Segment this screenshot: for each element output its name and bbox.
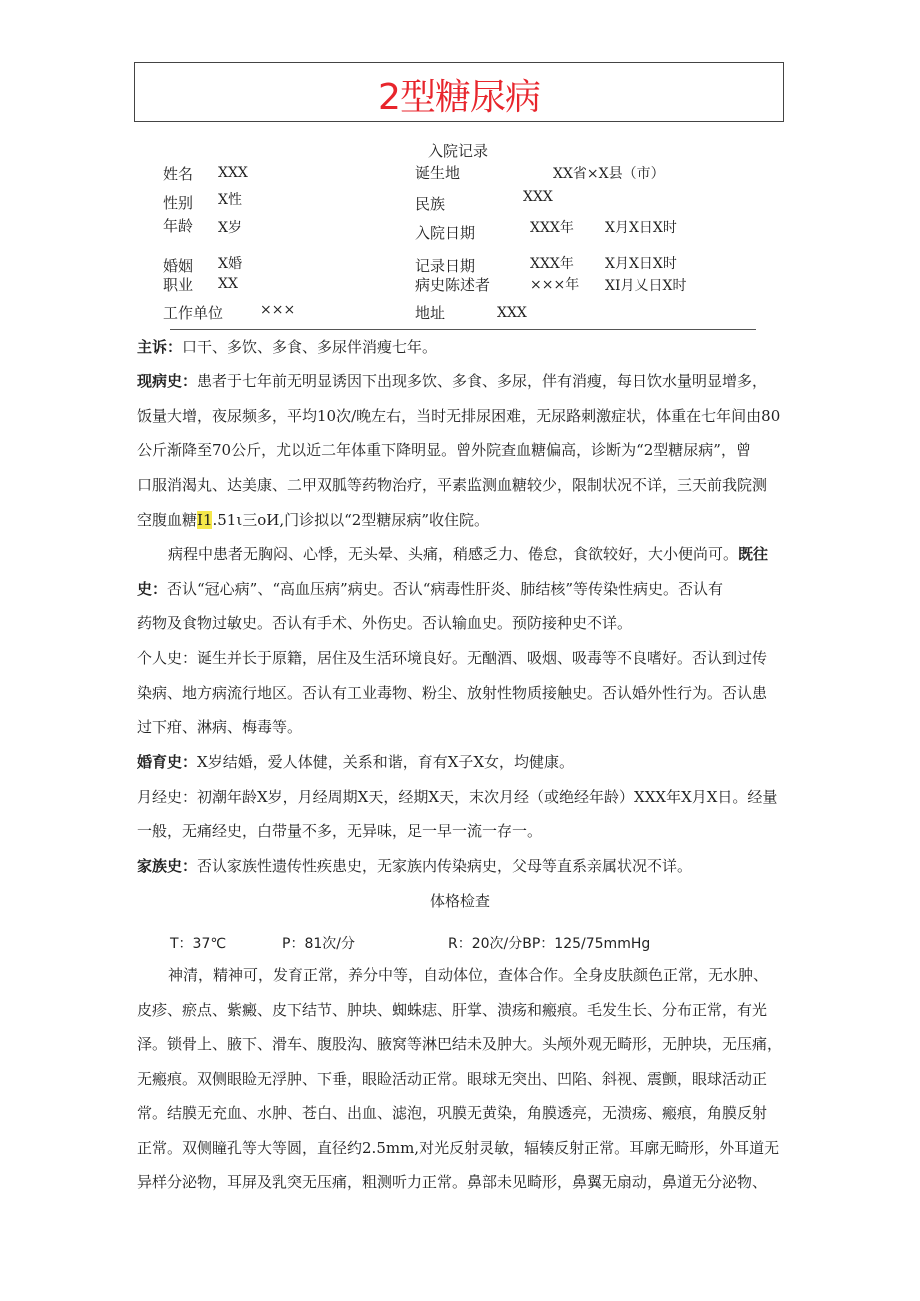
present-text-5b: .51ι三oИ,门诊拟以“2型糖尿病”收住院。 bbox=[212, 511, 489, 529]
exam-temperature: T：37℃ bbox=[170, 936, 227, 952]
record-date-label: 记录日期 bbox=[415, 257, 476, 275]
menses-line-2: 一般，无痛经史，白带量不多，无异味，足一早一流一存一。 bbox=[137, 822, 543, 840]
title-box bbox=[134, 62, 784, 122]
marital-label: 婚姻 bbox=[163, 257, 194, 275]
age-value: X岁 bbox=[218, 220, 242, 236]
personal-line-1: 个人史：诞生并长于原籍，居住及生活环境良好。无酗酒、吸烟、吸毒等不良嗜好。否认到过传 bbox=[137, 649, 768, 667]
document-title: 2型糖尿病 bbox=[378, 77, 540, 118]
present-line-3: 公斤渐降至70公斤，尤以近二年体重下降明显。曾外院查血糖偏高，诊断为“2型糖尿病”，曾 bbox=[137, 441, 751, 459]
birthplace-value: XX省×X县（市） bbox=[553, 166, 665, 182]
personal-line-3: 过下疳、淋病、梅毒等。 bbox=[137, 718, 303, 736]
menses-line-1: 月经史：初潮年龄X岁，月经周期X天，经期X天，末次月经（或绝经年龄）XXX年X月X日。经量 bbox=[137, 788, 778, 806]
present-text-1: 患者于七年前无明显诱因下出现多饮、多食、多尿，伴有消瘦，每日饮水量明显增多， bbox=[197, 372, 768, 390]
marital-value: X婚 bbox=[218, 256, 242, 272]
address-value: XXX bbox=[497, 305, 527, 321]
present-line-2: 饭量大增，夜尿频多，平均10次/晚左右，当时无排尿困难，无尿路刺激症状，体重在七年间由80 bbox=[137, 407, 781, 425]
narrator-rest: XI月乂日X时 bbox=[605, 278, 687, 294]
narrator-label: 病史陈述者 bbox=[415, 276, 491, 294]
exam-line-4: 无瘢痕。双侧眼睑无浮肿、下垂，眼睑活动正常。眼球无突出、凹陷、斜视、震颤，眼球活动正 bbox=[137, 1070, 768, 1088]
past-history-label-a: 既往 bbox=[738, 545, 769, 563]
marriage-label: 婚育史： bbox=[137, 753, 198, 771]
family-history bbox=[137, 854, 692, 878]
chief-text: 口干、多饮、多食、多尿伴消瘦七年。 bbox=[182, 338, 438, 356]
record-date-year: XXX年 bbox=[530, 256, 574, 272]
exam-pulse: P：81次/分 bbox=[282, 936, 355, 952]
name-value: XXX bbox=[218, 165, 248, 181]
exam-line-7: 异样分泌物，耳屏及乳突无压痛，粗测听力正常。鼻部未见畸形，鼻翼无扇动，鼻道无分泌物、 bbox=[137, 1173, 768, 1191]
past-text-1: 否认“冠心病”、“高血压病”病史。否认“病毒性肝炎、肺结核”等传染性病史。否认有 bbox=[167, 580, 724, 598]
nation-value: XXX bbox=[523, 189, 553, 205]
present-text-6: 病程中患者无胸闷、心悸，无头晕、头痛，稍感乏力、倦怠，食欲较好，大小便尚可。 bbox=[168, 545, 739, 563]
past-line-2: 药物及食物过敏史。否认有手术、外伤史。否认输血史。预防接种史不详。 bbox=[137, 614, 633, 632]
exam-line-2: 皮疹、瘀点、紫癜、皮下结节、肿块、蜘蛛痣、肝掌、溃疡和瘢痕。毛发生长、分布正常，有光 bbox=[137, 1001, 768, 1019]
past-line-1 bbox=[137, 577, 723, 601]
present-line-1 bbox=[137, 369, 767, 393]
present-label: 现病史： bbox=[137, 372, 198, 390]
exam-line-6: 正常。双侧瞳孔等大等圆，直径约2.5mm,对光反射灵敏，辐辏反射正常。耳廓无畸形，外耳道无 bbox=[137, 1139, 780, 1157]
marriage-text: X岁结婚，爱人体健，关系和谐，育有X子X女，均健康。 bbox=[197, 753, 575, 771]
admit-date-year: XXX年 bbox=[530, 220, 574, 236]
chief-label: 主诉： bbox=[137, 338, 183, 356]
chief-complaint bbox=[137, 335, 437, 359]
exam-line-5: 常。结膜无充血、水肿、苍白、出血、滤泡，巩膜无黄染，角膜透亮，无溃疡、瘢痕，角膜反射 bbox=[137, 1104, 768, 1122]
exam-line-3: 泽。锁骨上、腋下、滑车、腹股沟、腋窝等淋巴结未及肿大。头颅外观无畸形，无肿块，无压痛， bbox=[137, 1035, 783, 1053]
past-history-label-b: 史： bbox=[137, 580, 168, 598]
present-line-4: 口服消渴丸、达美康、二甲双胍等药物治疗，平素监测血糖较少，限制状况不详，三天前我院测 bbox=[137, 476, 768, 494]
sex-label: 性别 bbox=[163, 194, 194, 212]
sex-value: X性 bbox=[218, 192, 242, 208]
family-label: 家族史： bbox=[137, 857, 198, 875]
exam-resp-bp: R：20次/分BP：125/75mmHg bbox=[448, 936, 651, 952]
age-label: 年龄 bbox=[163, 217, 194, 235]
family-text: 否认家族性遗传性疾患史，无家族内传染病史，父母等直系亲属状况不详。 bbox=[197, 857, 693, 875]
marriage-history bbox=[137, 750, 574, 774]
address-label: 地址 bbox=[415, 304, 446, 322]
present-line-5 bbox=[137, 508, 489, 532]
narrator-year: ×××年 bbox=[530, 277, 580, 293]
birthplace-label: 诞生地 bbox=[415, 164, 461, 182]
job-label: 职业 bbox=[163, 276, 194, 294]
record-date-rest: X月X日X时 bbox=[605, 256, 677, 272]
work-label: 工作单位 bbox=[163, 304, 224, 322]
exam-line-1: 神清，精神可，发育正常，养分中等，自动体位，查体合作。全身皮肤颜色正常，无水肿、 bbox=[168, 966, 769, 984]
header-divider bbox=[170, 329, 756, 330]
exam-title: 体格检查 bbox=[430, 892, 491, 910]
nation-label: 民族 bbox=[415, 195, 446, 213]
name-label: 姓名 bbox=[163, 165, 194, 183]
work-value: ××× bbox=[260, 302, 296, 318]
present-line-6 bbox=[168, 542, 768, 566]
present-text-5a: 空腹血糖 bbox=[137, 511, 198, 529]
highlight-mark: I1 bbox=[197, 511, 213, 529]
subtitle: 入院记录 bbox=[428, 142, 489, 160]
admit-date-label: 入院日期 bbox=[415, 224, 476, 242]
job-value: XX bbox=[218, 276, 238, 292]
admit-date-rest: X月X日X时 bbox=[605, 220, 677, 236]
personal-line-2: 染病、地方病流行地区。否认有工业毒物、粉尘、放射性物质接触史。否认婚外性行为。否认患 bbox=[137, 684, 768, 702]
